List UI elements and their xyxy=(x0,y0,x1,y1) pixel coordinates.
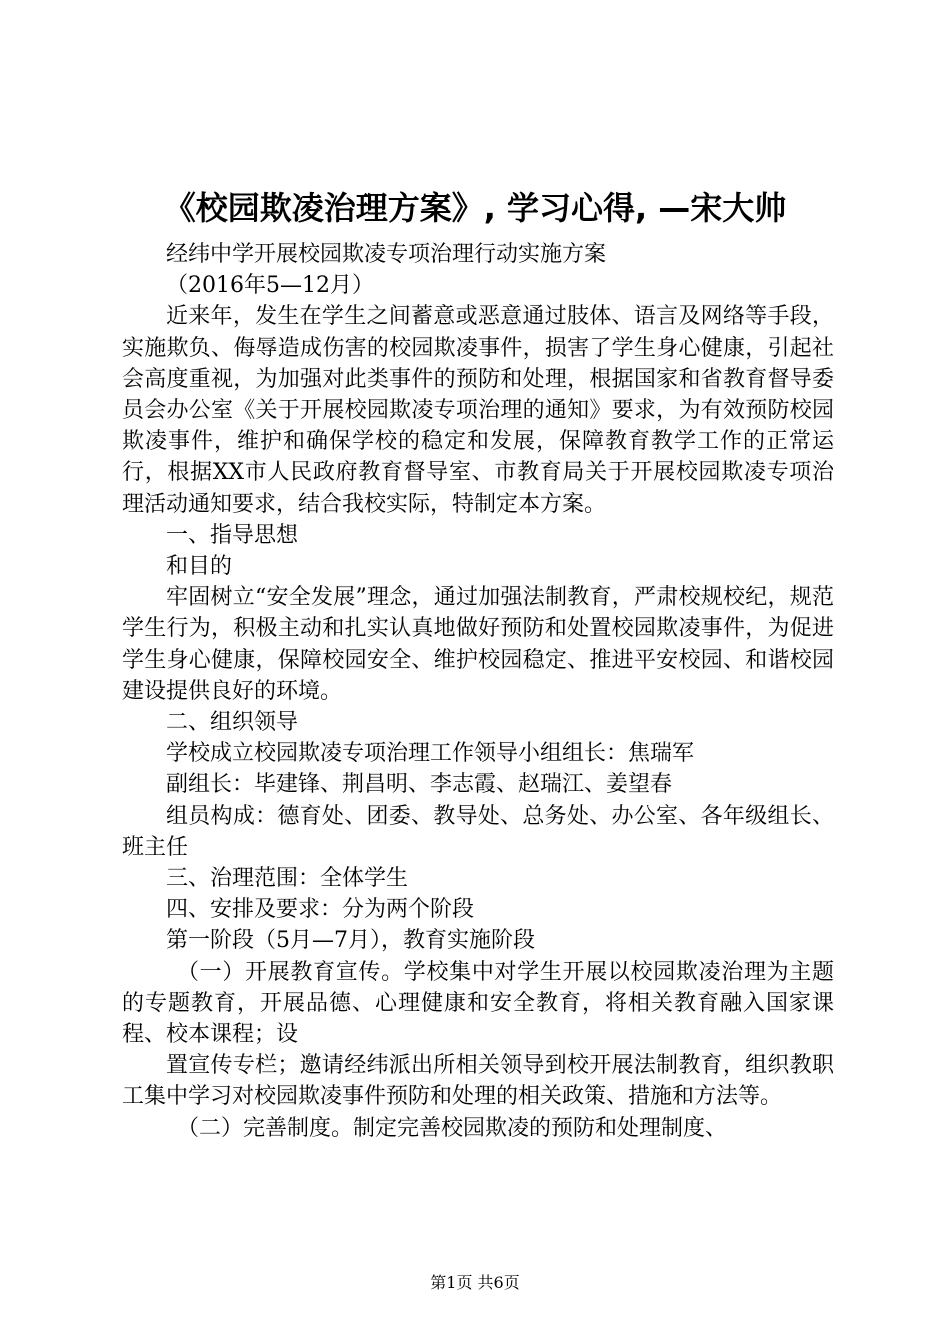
phase-one-heading: 第一阶段（5月—7月），教育实施阶段 xyxy=(166,928,535,954)
document-body xyxy=(122,239,834,1144)
leadership-group-leader: 学校成立校园欺凌专项治理工作领导小组组长：焦瑞军 xyxy=(166,741,695,767)
leadership-members: 组员构成：德育处、团委、教导处、总务处、办公室、各年级组长、班主任 xyxy=(122,803,834,860)
section-heading-leadership: 二、组织领导 xyxy=(166,710,299,736)
intro-paragraph: 近来年，发生在学生之间蓄意或恶意通过肢体、语言及网络等手段，实施欺负、侮辱造成伤害的校园欺凌事件，损害了学生身心健康，引起社会高度重视，为加强对此类事件的预防和处理，根据国家和省教育督导委员会办公室《关于开展校园欺凌专项治理的通知》要求，为有效预防校园欺凌事件，维护和确保学校的稳定和发展，保障教育教学工作的正常运行，根据XX市人民政府教育督导室、市教育局关于开展校园欺凌专项治理活动通知要求，结合我校实际，特制定本方案。 xyxy=(122,304,834,517)
item-education-publicity-continued: 置宣传专栏；邀请经纬派出所相关领导到校开展法制教育，组织教职工集中学习对校园欺凌事件预防和处理的相关政策、措施和方法等。 xyxy=(122,1053,834,1110)
item-improve-system: （二）完善制度。制定完善校园欺凌的预防和处理制度、 xyxy=(177,1115,728,1141)
document-title: 《校园欺凌治理方案》, 学习心得, —宋大帅 xyxy=(163,189,787,227)
section-heading-scope: 三、治理范围：全体学生 xyxy=(166,866,409,892)
doc-date-range: （2016年5—12月） xyxy=(166,273,374,299)
doc-subtitle: 经纬中学开展校园欺凌专项治理行动实施方案 xyxy=(166,242,607,267)
section-heading-arrangement: 四、安排及要求：分为两个阶段 xyxy=(166,897,475,923)
section-heading-continuation: 和目的 xyxy=(166,554,233,580)
page-indicator: 第1页 共6页 xyxy=(430,1273,520,1292)
leadership-deputy-leaders: 副组长：毕建锋、荆昌明、李志霞、赵瑞江、姜望春 xyxy=(166,772,673,798)
item-education-publicity: （一）开展教育宣传。学校集中对学生开展以校园欺凌治理为主题的专题教育，开展品德、心理健康和安全教育，将相关教育融入国家课程、校本课程；设 xyxy=(122,959,834,1048)
guiding-ideas-paragraph: 牢固树立“安全发展”理念，通过加强法制教育，严肃校规校纪，规范学生行为，积极主动和扎实认真地做好预防和处置校园欺凌事件，为促进学生身心健康，保障校园安全、维护校园稳定、推进平安校园、和谐校园建设提供良好的环境。 xyxy=(122,585,834,704)
section-heading-guiding-ideas: 一、指导思想 xyxy=(166,522,299,548)
